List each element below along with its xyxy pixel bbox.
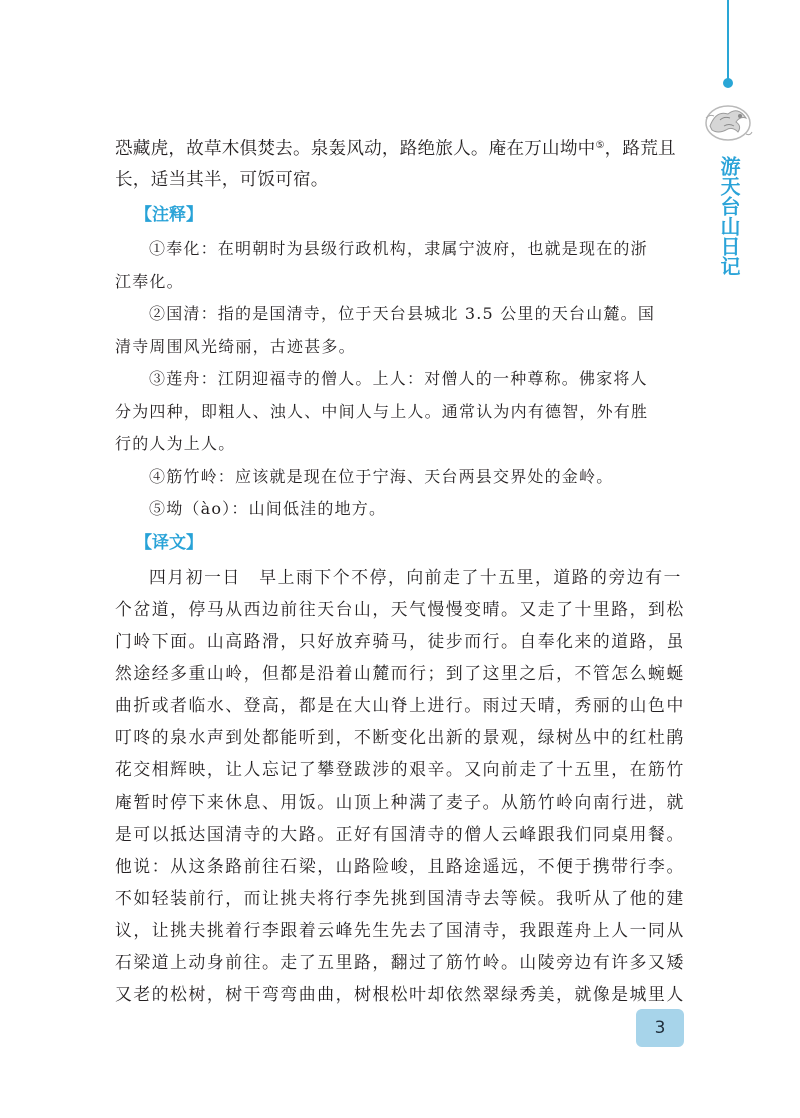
dragon-ornament-icon: [702, 96, 754, 148]
translation-line: 是可以抵达国清寺的大路。正好有国清寺的僧人云峰跟我们同桌用餐。: [115, 823, 685, 844]
translation-line: 然途经多重山岭，但都是沿着山麓而行；到了这里之后，不管怎么蜿蜒: [115, 663, 685, 684]
note-line: ①奉化：在明朝时为县级行政机构，隶属宁波府，也就是现在的浙: [149, 239, 648, 259]
side-accent-dot: [723, 78, 733, 88]
note-line: 江奉化。: [115, 271, 184, 291]
translation-line: 又老的松树，树干弯弯曲曲，树根松叶却依然翠绿秀美，就像是城里人: [115, 984, 685, 1005]
line-tail: ，路荒且: [604, 139, 676, 159]
original-text: [115, 128, 685, 198]
footnote-ref: ⑤: [595, 140, 605, 151]
note-line: ⑤坳（ào）：山间低洼的地方。: [149, 499, 387, 519]
translation-text: [115, 561, 685, 1010]
translation-line: 他说：从这条路前往石梁，山路险峻，且路途遥远，不便于携带行李。: [115, 855, 685, 876]
translation-line: 叮咚的泉水声到处都能听到，不断变化出新的景观，绿树丛中的红杜鹃: [115, 727, 685, 748]
note-line: ④筋竹岭：应该就是现在位于宁海、天台两县交界处的金岭。: [149, 466, 614, 486]
translation-line: 不如轻装前行，而让挑夫将行李先挑到国清寺去等候。我听从了他的建: [115, 887, 685, 908]
note-line: 分为四种，即粗人、浊人、中间人与上人。通常认为内有德智，外有胜: [115, 401, 649, 421]
translation-line: 曲折或者临水、登高，都是在大山脊上进行。雨过天晴，秀丽的山色中: [115, 695, 685, 716]
note-line: ②国清：指的是国清寺，位于天台县城北 3.5 公里的天台山麓。国: [149, 304, 656, 324]
translation-line: 庵暂时停下来休息、用饭。山顶上种满了麦子。从筋竹岭向南行进，就: [115, 791, 685, 812]
text-line: [115, 128, 685, 163]
line-text: 恐藏虎，故草木俱焚去。泉轰风动，路绝旅人。庵在万山坳中: [115, 139, 596, 159]
translation-heading: 【译文】: [135, 532, 203, 553]
side-accent-line: [727, 0, 729, 80]
text-line: 长，适当其半，可饭可宿。: [115, 170, 329, 191]
translation-line: 石梁道上动身前往。走了五里路，翻过了筋竹岭。山陵旁边有许多又矮: [115, 952, 685, 972]
translation-line: 花交相辉映，让人忘记了攀登跋涉的艰辛。又向前走了十五里，在筋竹: [115, 759, 685, 780]
translation-line: 议，让挑夫挑着行李跟着云峰先生先去了国清寺，我跟莲舟上人一同从: [115, 919, 685, 940]
note-line: 行的人为上人。: [115, 434, 236, 454]
notes-list: [115, 233, 685, 526]
notes-heading: 【注释】: [135, 205, 203, 226]
page-content: [115, 128, 685, 1010]
chapter-title: 游天台山日记: [717, 156, 741, 276]
translation-line: 门岭下面。山高路滑，只好放弃骑马，徒步而行。自奉化来的道路，虽: [115, 631, 685, 652]
translation-line: 四月初一日 早上雨下个不停，向前走了十五里，道路的旁边有一: [149, 566, 683, 587]
note-line: ③莲舟：江阴迎福寺的僧人。上人：对僧人的一种尊称。佛家将人: [149, 369, 648, 389]
translation-line: 个岔道，停马从西边前往天台山，天气慢慢变晴。又走了十里路，到松: [115, 598, 685, 619]
note-line: 清寺周围风光绮丽，古迹甚多。: [115, 336, 356, 356]
page-number: 3: [636, 1009, 684, 1047]
